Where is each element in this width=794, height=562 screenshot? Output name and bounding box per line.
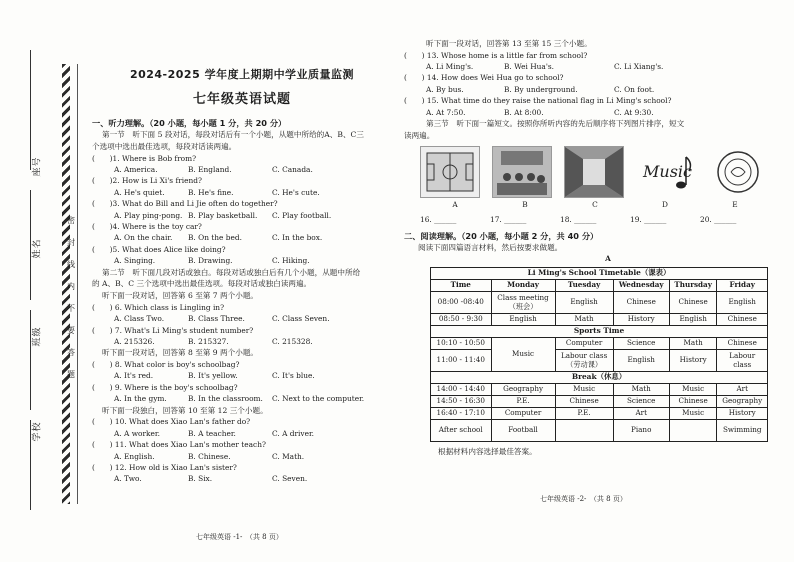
question-14: ( ) 14. How does Wei Hua go to school? [404, 73, 564, 83]
table-cell: Chinese [555, 395, 613, 407]
question-5-options: A. Singing. B. Drawing. C. Hiking. [114, 256, 310, 266]
classroom-icon [493, 147, 551, 197]
question-4-options: A. On the chair. B. On the bed. C. In the box. [114, 233, 323, 243]
hall-icon [565, 147, 623, 197]
table-cell: Music [669, 407, 717, 419]
table-cell: History [669, 349, 717, 371]
answer-blank-18[interactable]: 18. ______ [560, 214, 597, 224]
table-row [431, 383, 768, 395]
section1-instructions: 第一节 听下面 5 段对话，每段对话后有一个小题，从题中所给的A、B、C三 [102, 130, 364, 139]
table-cell: Math [669, 337, 717, 349]
seal-char: 线 [67, 260, 75, 269]
band-label: Sports Time [431, 325, 768, 337]
music-note-icon [637, 147, 695, 197]
svg-text:Music: Music [643, 161, 692, 181]
part2-heading: 二、阅读理解。（20 小题，每小题 2 分，共 40 分） [404, 230, 599, 241]
picture-label: A [452, 199, 458, 209]
question-7-options: A. 215326. B. 215327. C. 215328. [114, 337, 313, 347]
timetable [430, 267, 768, 442]
answer-blank-17[interactable]: 17. ______ [490, 214, 527, 224]
question-12: ( ) 12. How old is Xiao Lan's sister? [92, 462, 237, 472]
picture-c-hall [564, 146, 624, 198]
table-cell: Chinese [613, 291, 669, 313]
question-2-options: A. He's quiet. B. He's fine. C. He's cute. [114, 187, 320, 197]
timetable-header-row [431, 279, 768, 291]
band-row-sports [431, 325, 768, 337]
question-8-options: A. It's red. B. It's yellow. C. It's blue. [114, 371, 315, 381]
question-1: ( )1. Where is Bob from? [92, 153, 197, 163]
class-label: 班级 [32, 326, 43, 347]
table-cell: Geography [491, 383, 555, 395]
question-group-1-5 [92, 153, 392, 267]
section3-instructions-cont: 读两遍。 [404, 130, 435, 140]
seal-char: 封 [67, 238, 75, 247]
picture-labels [420, 200, 788, 209]
question-2: ( )2. How is Li Xi's friend? [92, 176, 202, 186]
header-cell: Friday [717, 279, 768, 291]
table-cell: English [555, 291, 613, 313]
question-8: ( ) 8. What color is boy's schoolbag? [92, 360, 240, 370]
table-row [431, 313, 768, 325]
exam-title: 2024-2025 学年度上期期中学业质量监测 [129, 68, 355, 81]
table-cell: Chinese [717, 337, 768, 349]
table-cell: Math [613, 383, 669, 395]
table-cell: History [717, 407, 768, 419]
section2-intro-10-12: 听下面一段独白，回答第 10 至第 12 三个小题。 [102, 405, 268, 415]
school-label: 学校 [32, 421, 43, 442]
answer-blanks [420, 215, 788, 224]
table-cell: 11:00 - 11:40 [431, 349, 492, 371]
table-cell: English [717, 291, 768, 313]
question-10: ( ) 10. What does Xiao Lan's father do? [92, 417, 251, 427]
football-field-icon [421, 147, 479, 197]
question-9-options: A. In the gym. B. In the classroom. C. Next to the computer. [114, 394, 365, 404]
header-cell: Wednesday [613, 279, 669, 291]
picture-label: B [522, 199, 528, 209]
binding-cut-line [77, 64, 78, 504]
band-row-break [431, 371, 768, 383]
seal-char: 内 [67, 282, 75, 291]
table-cell: Art [717, 383, 768, 395]
question-6-options: A. Class Two. B. Class Three. C. Class Seven. [114, 314, 330, 324]
question-10-options: A. A worker. B. A teacher. C. A driver. [114, 428, 315, 438]
table-row [431, 407, 768, 419]
table-cell: Chinese [717, 313, 768, 325]
name-label: 姓名 [32, 238, 43, 259]
table-cell [669, 419, 717, 441]
seal-char: 答 [67, 348, 75, 357]
seal-char: 题 [67, 370, 75, 379]
picture-row [420, 146, 788, 198]
question-11: ( ) 11. What does Xiao Lan's mother teach? [92, 440, 266, 450]
band-label: Break（休息） [431, 371, 768, 383]
section2-instructions: 第二节 听下面几段对话或独白。每段对话或独白后有几个小题，从题中所给 [102, 267, 361, 277]
question-13-options: A. Li Ming's. B. Wei Hua's. C. Li Xiang's. [426, 62, 664, 71]
table-cell: Art [613, 407, 669, 419]
timetable-caption: Li Ming's School Timetable（课表） [431, 267, 768, 279]
question-7: ( ) 7. What's Li Ming's student number? [92, 325, 254, 335]
table-cell: Football [491, 419, 555, 441]
table-cell: Music [491, 337, 555, 371]
table-cell: Computer [555, 337, 613, 349]
picture-label: C [592, 199, 598, 209]
part2-intro: 阅读下面四篇语言材料，然后按要求做题。 [418, 242, 563, 252]
timetable-caption-row [431, 267, 768, 279]
picture-e-badge [708, 146, 768, 198]
answer-blank-20[interactable]: 20. ______ [700, 214, 737, 224]
table-cell: 08:00 -08:40 [431, 291, 492, 313]
table-cell: Math [555, 313, 613, 325]
after-table-instruction: 根据材料内容选择最佳答案。 [438, 446, 537, 456]
picture-label: D [662, 199, 668, 209]
question-3-options: A. Play ping-pong. B. Play basketball. C. Play football. [114, 210, 332, 220]
section2-instructions-cont: 的 A、B、C 三个选项中选出最佳选项。每段对话或独白读两遍。 [92, 279, 312, 289]
picture-a-football [420, 146, 480, 198]
section2-intro-13-15: 听下面一段对话，回答第 13 至第 15 三个小题。 [426, 39, 592, 48]
seal-char: 要 [67, 326, 75, 335]
seal-warning [66, 215, 74, 385]
right-page-footer: 七年级英语 -2- （共 8 页） [540, 495, 627, 503]
question-11-options: A. English. B. Chinese. C. Math. [114, 451, 305, 461]
question-13: ( ) 13. Whose home is a little far from school? [404, 50, 588, 60]
table-cell: After school [431, 419, 492, 441]
table-cell: Science [613, 395, 669, 407]
section2-intro-6-7: 听下面一段对话，回答第 6 至第 7 两个小题。 [102, 291, 259, 301]
table-cell: 14:00 - 14:40 [431, 383, 492, 395]
seat-field-line [30, 50, 31, 170]
table-cell: Labour class （劳动课） [555, 349, 613, 371]
question-12-options: A. Two. B. Six. C. Seven. [114, 474, 308, 484]
exam-subtitle: 七年级英语试题 [192, 92, 291, 107]
table-cell: 14:50 - 16:30 [431, 395, 492, 407]
part1-heading: 一、听力理解。（20 小题，每小题 1 分，共 20 分） [92, 118, 287, 128]
table-cell: 16:40 - 17:10 [431, 407, 492, 419]
table-cell: Science [613, 337, 669, 349]
picture-label: E [732, 199, 738, 209]
picture-d-music [636, 146, 696, 198]
question-3: ( )3. What do Bill and Li Jie often do together? [92, 199, 278, 209]
section2-intro-8-9: 听下面一段对话，回答第 8 至第 9 两个小题。 [102, 348, 259, 358]
header-cell: Thursday [669, 279, 717, 291]
question-15-options: A. At 7:50. B. At 8:00. C. At 9:30. [426, 107, 654, 117]
table-cell: Music [555, 383, 613, 395]
question-6: ( ) 6. Which class is Lingling in? [92, 302, 225, 312]
class-field-line [30, 310, 31, 410]
table-row [431, 337, 768, 349]
left-page [92, 20, 392, 485]
table-row [431, 419, 768, 441]
picture-b-classroom [492, 146, 552, 198]
answer-blank-16[interactable]: 16. ______ [420, 214, 457, 224]
table-cell: English [491, 313, 555, 325]
table-cell: P.E. [491, 395, 555, 407]
table-cell: Music [669, 383, 717, 395]
header-cell: Time [431, 279, 492, 291]
seal-char: 不 [67, 304, 75, 313]
table-cell: History [613, 313, 669, 325]
table-cell: English [613, 349, 669, 371]
question-5: ( )5. What does Alice like doing? [92, 244, 226, 254]
school-badge-icon [709, 147, 767, 197]
seat-label: 座号 [32, 156, 43, 177]
answer-blank-19[interactable]: 19. ______ [630, 214, 667, 224]
seal-char: 密 [67, 216, 75, 225]
table-cell: Chinese [669, 395, 717, 407]
table-cell: Piano [613, 419, 669, 441]
table-cell: Computer [491, 407, 555, 419]
question-1-options: A. America. B. England. C. Canada. [114, 165, 313, 174]
table-row [431, 349, 768, 371]
right-page [404, 38, 788, 457]
table-row [431, 395, 768, 407]
header-cell: Tuesday [555, 279, 613, 291]
passage-a-label: A [605, 254, 611, 264]
question-9: ( ) 9. Where is the boy's schoolbag? [92, 382, 238, 392]
question-4: ( )4. Where is the toy car? [92, 222, 202, 232]
table-cell: Class meeting （班会） [491, 291, 555, 313]
header-cell: Monday [491, 279, 555, 291]
question-14-options: A. By bus. B. By underground. C. On foot. [426, 84, 655, 94]
section1-instructions-cont: 个选项中选出最佳选项，每段对话读两遍。 [92, 141, 237, 151]
table-cell: Swimming [717, 419, 768, 441]
table-cell: Geography [717, 395, 768, 407]
table-cell: 08:50 - 9:30 [431, 313, 492, 325]
section3-instructions: 第三节 听下面一篇短文。按照你所听内容的先后顺序将下列图片排序，短文 [426, 119, 685, 129]
left-page-footer: 七年级英语 -1- （共 8 页） [196, 533, 283, 541]
table-row [431, 291, 768, 313]
table-cell: Labour class [717, 349, 768, 371]
table-cell [555, 419, 613, 441]
question-15: ( ) 15. What time do they raise the national flag in Li Ming's school? [404, 96, 672, 106]
table-cell: Chinese [669, 291, 717, 313]
table-cell: 10:10 - 10:50 [431, 337, 492, 349]
table-cell: English [669, 313, 717, 325]
table-cell: P.E. [555, 407, 613, 419]
